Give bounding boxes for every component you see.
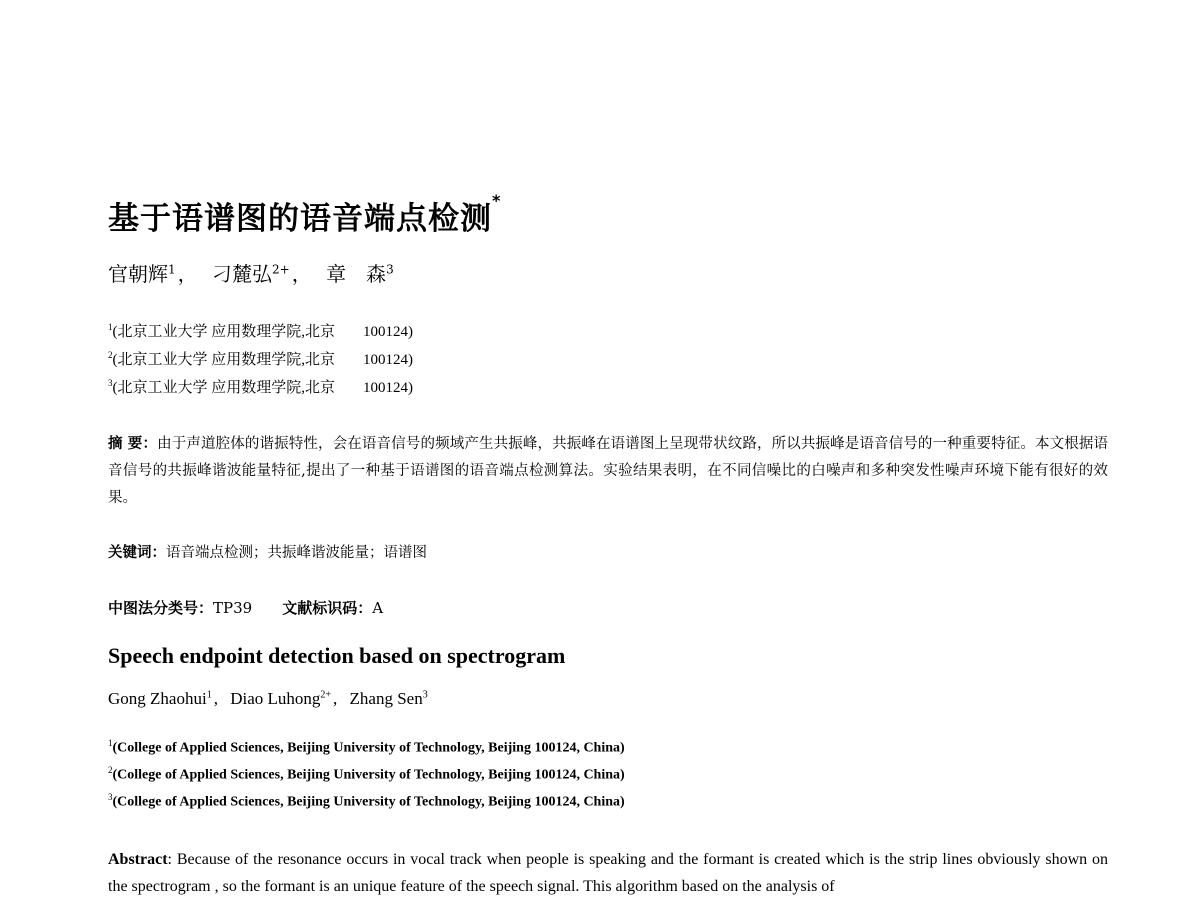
affiliation-sup: 3 bbox=[108, 378, 113, 388]
keywords-label: 关键词： bbox=[108, 544, 166, 561]
affiliation-postcode: 100124) bbox=[363, 324, 413, 340]
chinese-affiliation bbox=[108, 348, 413, 369]
abstract-label: Abstract bbox=[108, 851, 168, 868]
doc-code-label: 文献标识码： bbox=[282, 599, 373, 617]
abstract-text: 由于声道腔体的谐振特性，会在语音信号的频域产生共振峰，共振峰在语谱图上呈现带状纹路，所以共振峰是语音信号的一种重要特征。本文根据语音信号的共振峰谐波能量特征,提出了一种基于语谱图的语音端点检测算法。实验结果表明，在不同信噪比的白噪声和多种突发性噪声环境下能有很好的效果。 bbox=[108, 436, 1108, 506]
english-affiliation bbox=[108, 765, 625, 784]
author-sup: 1 bbox=[206, 689, 212, 701]
affiliation-sup: 2 bbox=[108, 765, 113, 775]
clc-label: 中图法分类号： bbox=[108, 599, 214, 617]
author-sup: 1 bbox=[168, 262, 176, 277]
chinese-keywords bbox=[108, 541, 427, 562]
title-footnote-mark: * bbox=[492, 191, 502, 210]
author-separator: ， bbox=[291, 262, 312, 286]
clc-value: TP39 bbox=[213, 599, 253, 617]
affiliation-text: (北京工业大学 应用数理学院,北京 bbox=[112, 324, 335, 340]
keywords-text: 语音端点检测；共振峰谐波能量；语谱图 bbox=[166, 545, 427, 561]
affiliation-postcode: 100124) bbox=[363, 352, 413, 368]
affiliation-text: (College of Applied Sciences, Beijing University of Technology, Beijing 100124, China) bbox=[112, 794, 625, 810]
author-separator: , bbox=[213, 689, 218, 708]
doc-code-value: A bbox=[372, 599, 384, 617]
author-name: Gong Zhaohui bbox=[108, 689, 207, 708]
chinese-title bbox=[108, 193, 501, 238]
author-name: 官朝辉 bbox=[108, 262, 168, 286]
english-title: Speech endpoint detection based on spectrogram bbox=[108, 643, 566, 668]
affiliation-text: (College of Applied Sciences, Beijing University of Technology, Beijing 100124, China) bbox=[112, 740, 625, 756]
english-author-list bbox=[108, 689, 428, 709]
chinese-affiliation bbox=[108, 320, 413, 341]
affiliation-sup: 3 bbox=[108, 792, 113, 802]
affiliation-text: (北京工业大学 应用数理学院,北京 bbox=[112, 380, 335, 396]
affiliation-text: (北京工业大学 应用数理学院,北京 bbox=[112, 352, 335, 368]
english-affiliation bbox=[108, 738, 625, 757]
classification-line bbox=[108, 597, 383, 618]
author-sup: 2+ bbox=[320, 689, 332, 701]
abstract-text: Because of the resonance occurs in vocal track when people is speaking and the formant is created which is the strip lines obviously shown on the spectrogram , so the formant is an unique feature of the speech signal. This algorithm based on the analysis of bbox=[108, 851, 1109, 895]
author-separator: , bbox=[333, 689, 338, 708]
affiliation-sup: 1 bbox=[108, 738, 113, 748]
affiliation-sup: 2 bbox=[108, 350, 113, 360]
chinese-author-list bbox=[108, 258, 394, 287]
author-separator: ， bbox=[177, 262, 198, 286]
affiliation-sup: 1 bbox=[108, 322, 113, 332]
chinese-affiliation bbox=[108, 376, 413, 397]
affiliation-text: (College of Applied Sciences, Beijing University of Technology, Beijing 100124, China) bbox=[112, 767, 625, 783]
chinese-title-text: 基于语谱图的语音端点检测 bbox=[108, 201, 492, 237]
english-affiliation bbox=[108, 792, 625, 811]
author-sup: 3 bbox=[386, 262, 394, 277]
affiliation-postcode: 100124) bbox=[363, 380, 413, 396]
author-name: Diao Luhong bbox=[230, 689, 321, 708]
author-sup: 3 bbox=[422, 689, 428, 701]
author-name: 章 森 bbox=[326, 262, 387, 286]
abstract-colon: : bbox=[167, 851, 172, 868]
author-name: 刁麓弘 bbox=[212, 262, 272, 286]
abstract-label: 摘 要： bbox=[108, 435, 158, 452]
author-name: Zhang Sen bbox=[349, 689, 423, 708]
chinese-abstract bbox=[108, 430, 1108, 512]
author-sup: 2+ bbox=[272, 262, 290, 277]
